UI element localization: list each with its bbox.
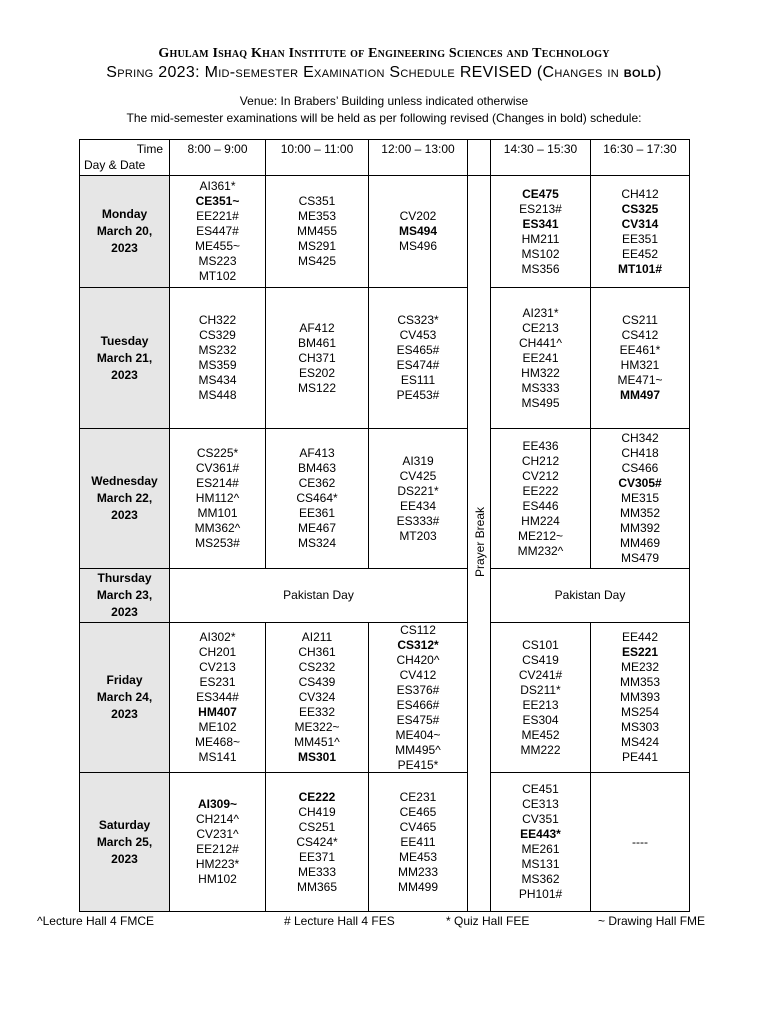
course-code: EE411 — [400, 834, 436, 849]
course-code: CV213 — [199, 660, 236, 674]
course-code: MM101 — [197, 506, 238, 520]
course-code: AI319 — [402, 453, 434, 468]
course-code: CS211 — [622, 313, 658, 327]
course-code: CV453 — [399, 328, 437, 342]
course-code: ES202 — [298, 365, 336, 380]
course-code: ME333 — [297, 864, 337, 879]
course-code: MS356 — [521, 261, 560, 276]
course-code: MS303 — [620, 720, 660, 734]
day-date: March 21, — [96, 350, 153, 365]
exam-cell-tuesday-1000 — [266, 288, 368, 428]
course-code: CS419 — [522, 652, 559, 667]
course-code: ES221 — [621, 645, 659, 659]
course-code: CV324 — [298, 690, 336, 704]
course-code: MS448 — [198, 388, 237, 402]
course-code: ES213# — [519, 201, 562, 216]
course-code: CV241# — [518, 667, 563, 682]
course-code: CV425 — [399, 468, 437, 483]
course-code: MS425 — [297, 254, 337, 268]
course-code: CS112 — [400, 622, 436, 637]
course-code: AI211 — [301, 630, 333, 644]
course-code: CH420^ — [396, 652, 440, 667]
course-code: MS131 — [521, 857, 560, 871]
changes-prefix: (Changes in — [536, 64, 624, 81]
course-code: EE371 — [298, 849, 336, 864]
course-code: MS424 — [620, 735, 660, 749]
day-year: 2023 — [111, 605, 138, 619]
course-code: CS329 — [199, 328, 236, 342]
course-code: ME353 — [297, 209, 337, 223]
course-code: HM102 — [198, 872, 237, 886]
course-code: CV465 — [399, 819, 437, 834]
course-code: MT203 — [399, 528, 437, 543]
course-code: CS464* — [296, 491, 338, 505]
course-code: ME453 — [398, 849, 438, 864]
course-code: PE415* — [397, 757, 439, 772]
course-code: PH101# — [518, 887, 563, 901]
course-code: MM233 — [397, 864, 438, 879]
day-date: March 25, — [96, 834, 153, 849]
exam-cell-tuesday-1200 — [369, 288, 467, 428]
course-code: BM463 — [297, 461, 337, 475]
day-cell-thursday — [80, 569, 169, 622]
course-code: CH361 — [298, 645, 336, 659]
course-code: CE231 — [399, 789, 437, 804]
exam-cell-wednesday-0800 — [170, 429, 265, 568]
corner-day-label: Day & Date — [84, 158, 146, 172]
day-cell-tuesday — [80, 288, 169, 428]
course-code: ES465# — [396, 343, 440, 357]
course-code: MS254 — [620, 705, 660, 719]
course-code: ES475# — [396, 712, 440, 727]
course-code: CV412 — [399, 667, 437, 682]
day-year: 2023 — [111, 367, 138, 382]
course-code: CH201 — [198, 645, 237, 659]
day-cell-monday — [80, 176, 169, 287]
course-code: MS479 — [620, 551, 660, 565]
legend-fme: ~ Drawing Hall FME — [598, 914, 706, 928]
course-code: MS333 — [521, 380, 560, 395]
course-code: AI309~ — [197, 797, 238, 811]
exam-cell-friday-1630 — [591, 623, 689, 772]
slot-header-1: 8:00 – 9:00 — [187, 141, 248, 156]
course-code: CV361# — [195, 461, 240, 475]
course-code: ME315 — [620, 491, 660, 505]
course-code: PE441 — [621, 750, 659, 764]
day-year: 2023 — [111, 851, 138, 866]
schedule-note: The mid-semester examinations will be held as per following revised (Changes in bold) schedule: — [126, 111, 642, 125]
course-code: AI231* — [522, 305, 559, 320]
course-code: ES304 — [522, 712, 559, 727]
course-code: MM451^ — [294, 735, 340, 749]
course-code: MM365 — [296, 879, 337, 894]
course-code: CS424* — [296, 834, 338, 849]
legend-fes: # Lecture Hall 4 FES — [284, 914, 395, 928]
exam-cell-wednesday-1200 — [369, 429, 467, 568]
day-name: Saturday — [98, 817, 151, 832]
exam-cell-saturday-1430 — [491, 773, 590, 911]
exam-cell-friday-1430 — [491, 623, 590, 772]
course-code: CE451 — [522, 782, 559, 796]
exam-cell-tuesday-1430 — [491, 288, 590, 428]
course-code: ME455~ — [194, 239, 241, 253]
schedule-title-prefix: Spring 2023: Mid-semester Examination Schedule — [106, 64, 456, 81]
course-code: MM497 — [619, 388, 660, 402]
corner-header-cell — [80, 140, 169, 175]
legend-fee: * Quiz Hall FEE — [446, 914, 530, 928]
course-code: CH419 — [298, 804, 336, 819]
course-code: CV351 — [522, 812, 559, 826]
course-code: DS211* — [520, 682, 561, 697]
course-code: EE221# — [196, 209, 239, 223]
course-code: CS232 — [298, 660, 336, 674]
day-cell-wednesday — [80, 429, 169, 568]
slot-header-2: 10:00 – 11:00 — [280, 141, 354, 156]
course-code: ES111 — [400, 373, 436, 387]
exam-cell-tuesday-1630 — [591, 288, 689, 428]
course-code: MM392 — [619, 521, 660, 535]
course-code: AF413 — [299, 446, 335, 460]
exam-cell-saturday-0800 — [170, 773, 265, 911]
course-code: MM495^ — [395, 742, 441, 757]
course-code: CE313 — [522, 797, 559, 811]
course-code: ME232 — [620, 660, 660, 674]
course-code: MS301 — [297, 750, 337, 764]
day-name: Thursday — [97, 571, 152, 585]
course-code: ME452 — [521, 727, 560, 742]
course-code: CH212 — [521, 453, 560, 468]
course-code: ES376# — [396, 682, 440, 697]
course-code: EE436 — [522, 438, 559, 453]
course-code: CE213 — [522, 320, 559, 335]
holiday-cell-morning: Pakistan Day — [283, 588, 354, 602]
course-code: ME468~ — [194, 735, 241, 749]
revised-label: REVISED — [459, 64, 533, 81]
course-code: EE443* — [520, 827, 561, 841]
course-code: MS324 — [297, 536, 337, 550]
day-year: 2023 — [111, 508, 138, 522]
exam-cell-wednesday-1630 — [591, 429, 689, 568]
course-code: MM352 — [619, 506, 660, 520]
exam-cell-wednesday-1430 — [491, 429, 590, 568]
course-code: ES341 — [522, 216, 559, 231]
course-code: HM322 — [521, 365, 560, 380]
course-code: HM211 — [521, 231, 560, 246]
slot-header-3: 12:00 – 13:00 — [381, 141, 455, 156]
course-code: EE332 — [298, 705, 336, 719]
exam-cell-wednesday-1000 — [266, 429, 368, 568]
course-code: MS102 — [521, 246, 560, 261]
day-name: Tuesday — [100, 333, 149, 348]
course-code: PE453# — [396, 388, 440, 402]
course-code: ME212~ — [517, 528, 564, 543]
course-code: CH441^ — [519, 335, 562, 350]
day-date: March 20, — [96, 224, 153, 238]
course-code: ME102 — [198, 720, 237, 734]
day-name: Monday — [101, 207, 148, 221]
course-code: CE362 — [298, 476, 336, 490]
course-code: CH342 — [621, 431, 659, 445]
course-code: ES231 — [199, 675, 236, 689]
course-code: HM223* — [195, 857, 240, 871]
course-code: CH322 — [198, 313, 237, 327]
course-code: EE452 — [621, 246, 659, 261]
course-code: MM222 — [520, 742, 561, 757]
day-cell-friday — [80, 623, 169, 772]
course-code: CS312* — [397, 637, 439, 652]
course-code: CV231^ — [196, 827, 239, 841]
course-code: MS253# — [195, 536, 240, 550]
course-code: EE361 — [298, 506, 336, 520]
course-code: CV305# — [618, 476, 662, 490]
course-code: CS466 — [621, 461, 659, 475]
course-code: CS323* — [397, 313, 439, 327]
course-code: MS434 — [198, 373, 237, 387]
course-code: CV202 — [399, 209, 437, 223]
day-date: March 23, — [96, 588, 153, 602]
exam-cell-saturday-1200 — [369, 773, 467, 911]
course-code: MS496 — [398, 239, 438, 253]
course-code: CH412 — [621, 186, 659, 201]
course-code: EE461* — [619, 343, 661, 357]
day-date: March 22, — [96, 491, 153, 505]
course-code: MS223 — [198, 254, 237, 268]
changes-bold: bold — [623, 64, 657, 81]
course-code: CH214^ — [196, 812, 239, 826]
course-code: HM224 — [521, 513, 560, 528]
course-code: EE351 — [621, 231, 659, 246]
course-code: EE213 — [522, 697, 559, 712]
course-code: CS225* — [196, 446, 239, 460]
course-code: ME261 — [521, 842, 560, 856]
exam-cell-tuesday-0800 — [170, 288, 265, 428]
prayer-break-text: Prayer Break — [473, 506, 487, 578]
exam-cell-monday-1630 — [591, 176, 689, 287]
day-name: Friday — [106, 673, 143, 687]
exam-cell-saturday-1630 — [591, 773, 689, 911]
course-code: MM469 — [619, 536, 660, 550]
slot-header-4: 14:30 – 15:30 — [503, 141, 578, 156]
venue-note: Venue: In Brabers’ Building unless indicated otherwise — [239, 94, 529, 108]
exam-cell-monday-1000 — [266, 176, 368, 287]
exam-cell-friday-0800 — [170, 623, 265, 772]
course-code: EE212# — [196, 842, 239, 856]
course-code: MT102 — [198, 269, 237, 283]
course-code: MM499 — [397, 879, 438, 894]
course-code: HM407 — [198, 705, 237, 719]
institute-title: Ghulam Ishaq Khan Institute of Engineering Sciences and Technology — [158, 46, 610, 61]
course-code: CV314 — [621, 216, 659, 231]
changes-suffix: ) — [656, 64, 662, 81]
course-code: MM455 — [296, 224, 337, 238]
course-code: ES344# — [196, 690, 239, 704]
course-code: CH371 — [298, 350, 336, 365]
course-code: ME471~ — [617, 373, 663, 387]
course-code: ME322~ — [294, 720, 340, 734]
course-code: EE222 — [522, 483, 559, 498]
course-code: ES214# — [196, 476, 239, 490]
course-code: ES466# — [396, 697, 440, 712]
course-code: CS325 — [621, 201, 659, 216]
day-year: 2023 — [111, 707, 138, 721]
course-code: MS141 — [198, 750, 237, 764]
course-code: EE241 — [522, 350, 559, 365]
course-code: CS251 — [298, 819, 336, 834]
course-code: ES474# — [396, 358, 440, 372]
course-code: BM461 — [297, 335, 337, 350]
course-code: CH418 — [621, 446, 659, 460]
course-code: EE434 — [399, 498, 437, 513]
day-name: Wednesday — [91, 474, 158, 488]
course-code: CS439 — [298, 675, 336, 689]
course-code: CE475 — [522, 186, 559, 201]
course-code: ES446 — [522, 498, 559, 513]
course-code: ES333# — [396, 513, 440, 528]
slot-header-5: 16:30 – 17:30 — [603, 141, 677, 156]
course-code: MS232 — [198, 343, 237, 357]
course-code: MS122 — [297, 380, 337, 395]
course-code: MS291 — [297, 239, 337, 253]
course-code: DS221* — [397, 483, 439, 498]
corner-time-label: Time — [136, 142, 163, 156]
course-code: AI361* — [199, 179, 236, 193]
holiday-cell-afternoon: Pakistan Day — [554, 588, 626, 602]
course-code: ME404~ — [395, 727, 441, 742]
course-code: MM232^ — [517, 543, 564, 558]
course-code: HM112^ — [195, 491, 240, 505]
course-code: CS101 — [522, 637, 559, 652]
exam-cell-saturday-1000 — [266, 773, 368, 911]
course-code: CE222 — [298, 789, 336, 804]
course-code: HM321 — [620, 358, 660, 372]
course-code: MS362 — [521, 872, 560, 886]
exam-cell-monday-0800 — [170, 176, 265, 287]
course-code: CE351~ — [195, 194, 240, 208]
course-code: ME467 — [297, 521, 337, 535]
course-code: MM353 — [619, 675, 660, 689]
day-cell-saturday — [80, 773, 169, 911]
course-code: MS495 — [521, 395, 560, 410]
prayer-break-label — [470, 500, 490, 590]
course-code: AI302* — [199, 630, 236, 644]
day-year: 2023 — [111, 241, 138, 255]
course-code: CV212 — [522, 468, 559, 483]
course-code: CE465 — [399, 804, 437, 819]
course-code: ES447# — [196, 224, 239, 238]
empty-slot-marker: ---- — [632, 834, 648, 849]
course-code: EE442 — [621, 630, 659, 644]
legend-fmce: ^Lecture Hall 4 FMCE — [37, 914, 154, 928]
course-code: CS412 — [621, 328, 659, 342]
course-code: CS351 — [298, 194, 336, 208]
exam-cell-monday-1430 — [491, 176, 590, 287]
day-date: March 24, — [96, 690, 153, 704]
course-code: MM393 — [619, 690, 660, 704]
course-code: AF412 — [299, 320, 335, 335]
course-code: MS494 — [398, 224, 438, 238]
course-code: MM362^ — [194, 521, 241, 535]
exam-cell-friday-1000 — [266, 623, 368, 772]
course-code: MS359 — [198, 358, 237, 372]
course-code: MT101# — [617, 261, 663, 276]
exam-cell-friday-1200 — [369, 623, 467, 772]
exam-cell-monday-1200 — [369, 176, 467, 287]
